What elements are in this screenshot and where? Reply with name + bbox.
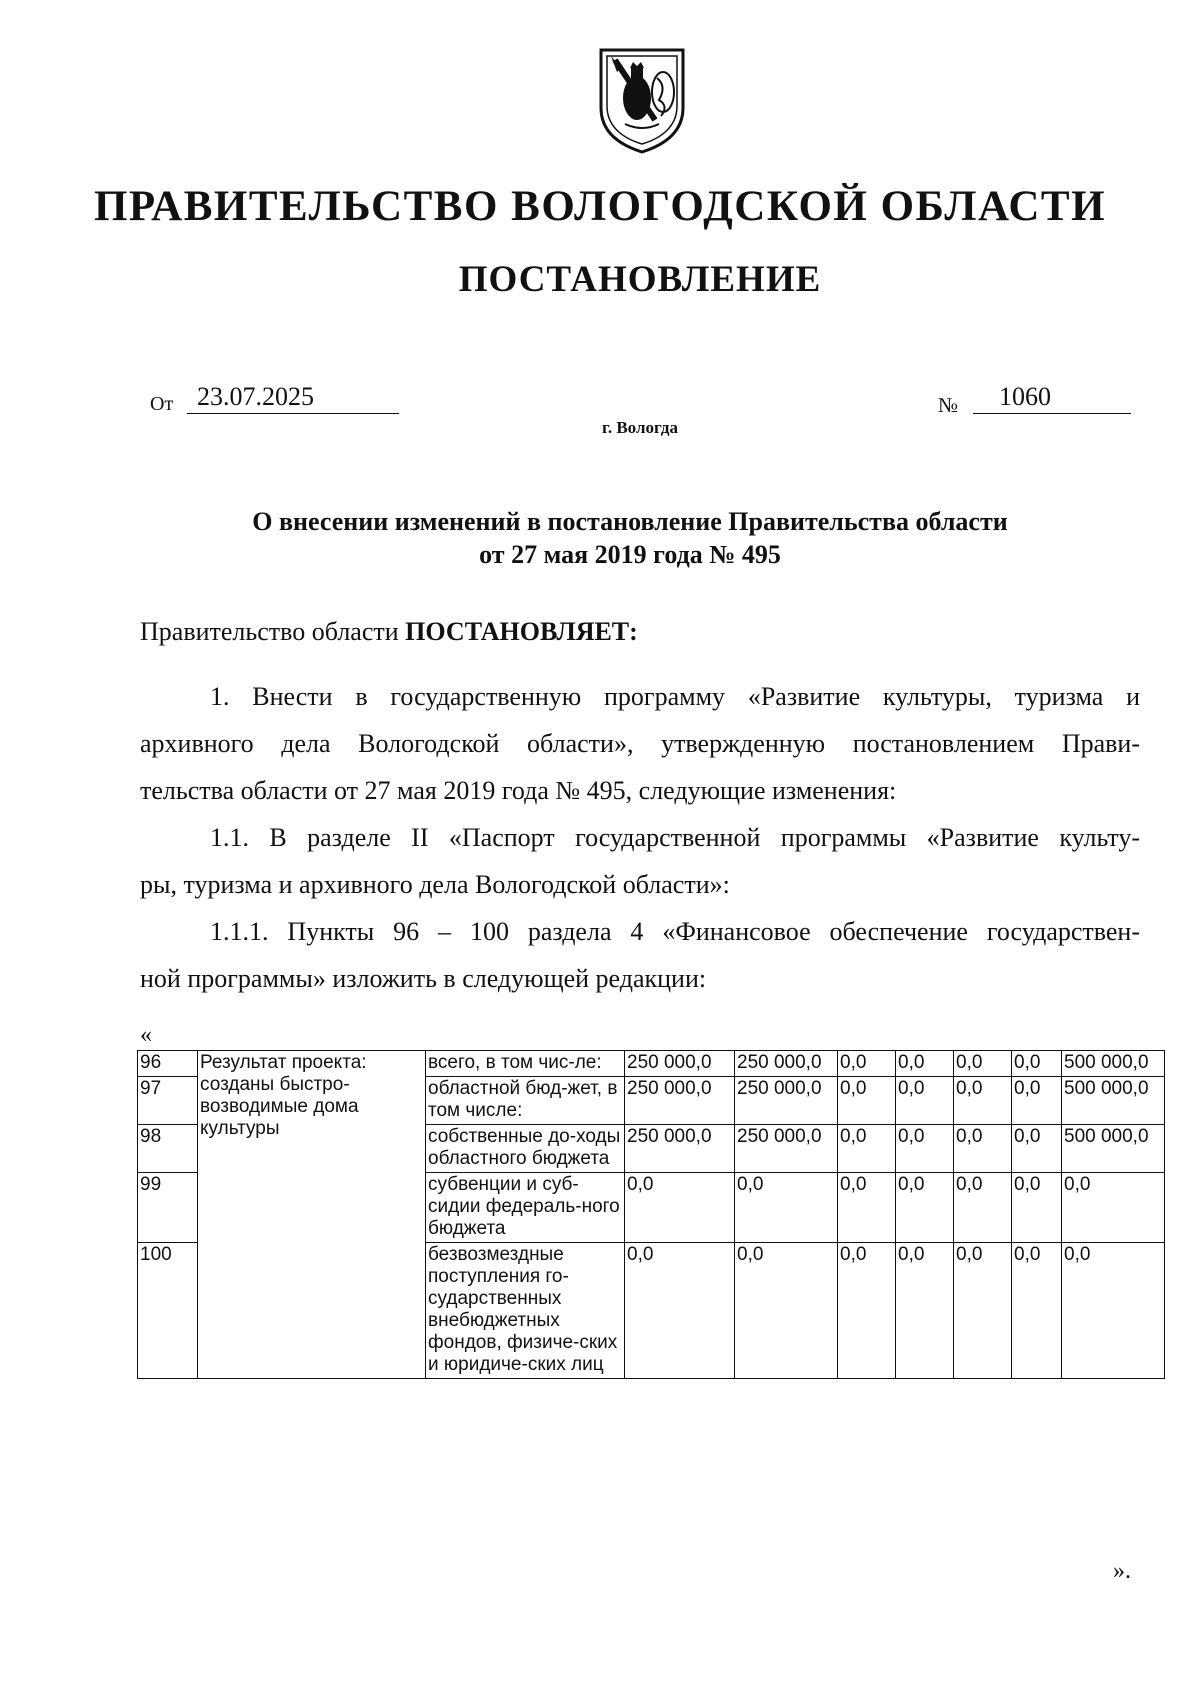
table-cell: 0,0: [838, 1173, 896, 1243]
paragraph-line: 1.1. В разделе II «Паспорт государственной программы «Развитие культу-: [210, 823, 1140, 852]
table-cell: 0,0: [954, 1077, 1012, 1125]
table-cell: 0,0: [838, 1077, 896, 1125]
paragraph-line: тельства области от 27 мая 2019 года № 495, следующие изменения:: [140, 776, 897, 805]
table-cell: 0,0: [1012, 1243, 1062, 1379]
closing-quote: ».: [1113, 1558, 1131, 1584]
table-cell: 250 000,0: [625, 1125, 735, 1173]
number-label: №: [938, 393, 959, 417]
financing-table: [137, 1050, 1165, 1379]
table-cell: 0,0: [735, 1173, 838, 1243]
table-cell: 500 000,0: [1062, 1077, 1165, 1125]
funding-source: всего, в том чис-ле:: [426, 1051, 625, 1077]
funding-source: областной бюд-жет, в том числе:: [426, 1077, 625, 1125]
table-cell: 250 000,0: [735, 1051, 838, 1077]
table-cell: 500 000,0: [1062, 1125, 1165, 1173]
project-result: Результат проекта: созданы быстро-возводимые дома культуры: [198, 1051, 426, 1379]
row-number: 99: [138, 1173, 198, 1243]
preamble-resolves: ПОСТАНОВЛЯЕТ:: [405, 617, 638, 646]
paragraph-line: ры, туризма и архивного дела Вологодской области»:: [140, 870, 730, 899]
paragraph-line: ной программы» изложить в следующей редакции:: [140, 964, 707, 993]
table-cell: 0,0: [1062, 1173, 1165, 1243]
table-cell: 0,0: [735, 1243, 838, 1379]
subject-line: от 27 мая 2019 года № 495: [479, 540, 781, 569]
table-cell: 0,0: [625, 1173, 735, 1243]
funding-source: собственные до-ходы областного бюджета: [426, 1125, 625, 1173]
row-number: 96: [138, 1051, 198, 1077]
table-cell: 0,0: [838, 1125, 896, 1173]
table-cell: 0,0: [954, 1125, 1012, 1173]
opening-quote: «: [140, 1022, 152, 1048]
table-cell: 0,0: [1012, 1051, 1062, 1077]
table-cell: 0,0: [896, 1077, 954, 1125]
document-date: 23.07.2025: [187, 382, 399, 414]
table-cell: 0,0: [1012, 1173, 1062, 1243]
table-cell: 500 000,0: [1062, 1051, 1165, 1077]
table-cell: 0,0: [896, 1243, 954, 1379]
preamble: [140, 608, 1140, 655]
table-cell: 0,0: [1012, 1125, 1062, 1173]
paragraph-line: 1.1.1. Пункты 96 – 100 раздела 4 «Финансовое обеспечение государствен-: [210, 917, 1140, 946]
table-cell: 250 000,0: [625, 1077, 735, 1125]
date-label: От: [150, 393, 174, 415]
row-number: 97: [138, 1077, 198, 1125]
coat-of-arms-icon: [597, 46, 687, 154]
row-number: 100: [138, 1243, 198, 1379]
document-type: ПОСТАНОВЛЕНИЕ: [458, 259, 822, 300]
table-cell: 0,0: [954, 1173, 1012, 1243]
table-cell: 250 000,0: [735, 1077, 838, 1125]
subject-line: О внесении изменений в постановление Правительства области: [252, 507, 1008, 536]
table-cell: 0,0: [838, 1243, 896, 1379]
row-number: 98: [138, 1125, 198, 1173]
table-cell: 250 000,0: [735, 1125, 838, 1173]
city: г. Вологда: [602, 418, 678, 437]
paragraph-line: 1. Внести в государственную программу «Развитие культуры, туризма и: [210, 682, 1140, 711]
table-cell: 0,0: [954, 1243, 1012, 1379]
table-cell: 0,0: [625, 1243, 735, 1379]
table-cell: 250 000,0: [625, 1051, 735, 1077]
table-cell: 0,0: [1062, 1243, 1165, 1379]
table-cell: 0,0: [954, 1051, 1012, 1077]
table-cell: 0,0: [896, 1125, 954, 1173]
table-cell: 0,0: [896, 1173, 954, 1243]
decree-body: [140, 673, 1140, 1002]
funding-source: безвозмездные поступления го-сударственных внебюджетных фондов, физиче-ских и юридиче-ских лиц: [426, 1243, 625, 1379]
paragraph-line: архивного дела Вологодской области», утвержденную постановлением Прави-: [140, 729, 1140, 758]
funding-source: субвенции и суб-сидии федераль-ного бюджета: [426, 1173, 625, 1243]
table-row: [138, 1051, 1165, 1077]
table-cell: 0,0: [896, 1051, 954, 1077]
table-cell: 0,0: [838, 1051, 896, 1077]
document-number: 1060: [973, 382, 1131, 414]
preamble-text: Правительство области: [140, 617, 406, 646]
government-title: ПРАВИТЕЛЬСТВО ВОЛОГОДСКОЙ ОБЛАСТИ: [93, 183, 1107, 230]
table-cell: 0,0: [1012, 1077, 1062, 1125]
document-subject: [140, 505, 1120, 571]
